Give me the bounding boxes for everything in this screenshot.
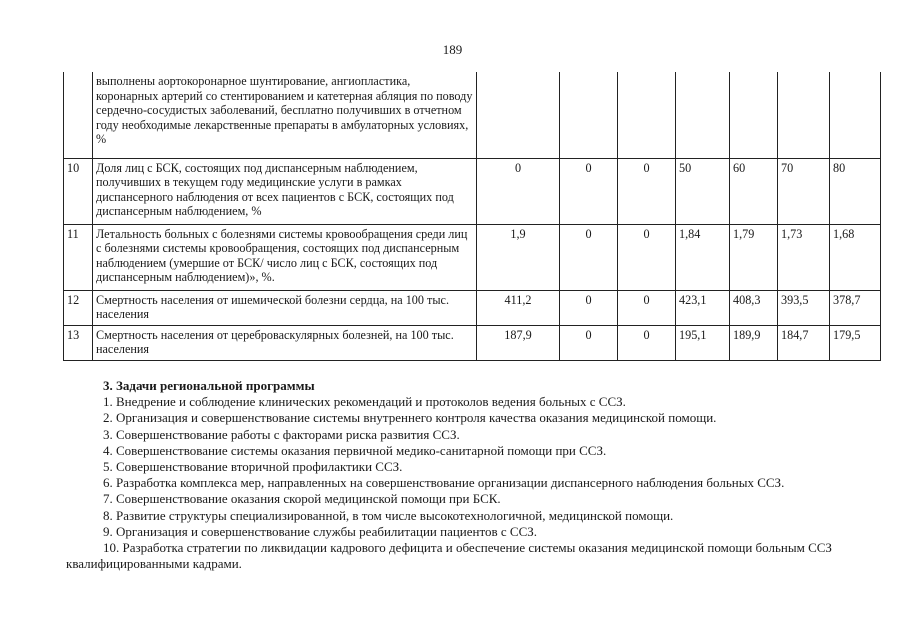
table-row <box>64 72 881 158</box>
indicator-value: 184,7 <box>778 325 830 360</box>
tasks-section <box>66 378 886 572</box>
indicator-name: Доля лиц с БСК, состоящих под диспансерным наблюдением, получивших в текущем году медицинские услуги в рамках диспансерного наблюдения от всех пациентов с БСК, состоящих под диспансерным наблюдением, % <box>93 158 477 224</box>
table-row <box>64 325 881 360</box>
table-row <box>64 158 881 224</box>
indicator-value: 1,9 <box>477 224 560 290</box>
indicator-name: выполнены аортокоронарное шунтирование, ангиопластика, коронарных артерий со стентированием и катетерная абляция по поводу сердечно-сосудистых заболеваний, бесплатно получивших в отчетном году необходимые лекарственные препараты в амбулаторных условиях, % <box>93 72 477 158</box>
indicator-value: 411,2 <box>477 290 560 325</box>
task-item: 1. Внедрение и соблюдение клинических рекомендаций и протоколов ведения больных с ССЗ. <box>103 394 626 410</box>
indicator-value: 0 <box>618 224 676 290</box>
indicator-value: 0 <box>560 325 618 360</box>
indicator-value: 1,79 <box>730 224 778 290</box>
tasks-title: 3. Задачи региональной программы <box>103 378 315 393</box>
task-item: 6. Разработка комплекса мер, направленных на совершенствование организации диспансерного наблюдения больных ССЗ. <box>103 475 785 491</box>
row-number: 12 <box>64 290 93 325</box>
indicator-value: 187,9 <box>477 325 560 360</box>
row-number: 10 <box>64 158 93 224</box>
indicators-table <box>63 72 881 361</box>
indicator-value: 179,5 <box>830 325 881 360</box>
indicator-value: 195,1 <box>676 325 730 360</box>
page-number: 189 <box>442 42 463 57</box>
indicator-value: 1,84 <box>676 224 730 290</box>
indicator-value: 393,5 <box>778 290 830 325</box>
task-item: 9. Организация и совершенствование службы реабилитации пациентов с ССЗ. <box>103 523 538 539</box>
indicator-value <box>477 72 560 158</box>
row-number <box>64 72 93 158</box>
indicator-value: 189,9 <box>730 325 778 360</box>
task-item: 8. Развитие структуры специализированной, в том числе высокотехнологичной, медицинской помощи. <box>103 507 674 523</box>
indicator-value: 0 <box>618 325 676 360</box>
table-row <box>64 224 881 290</box>
row-number: 13 <box>64 325 93 360</box>
indicator-value: 0 <box>618 290 676 325</box>
indicator-value: 1,68 <box>830 224 881 290</box>
indicator-value <box>560 72 618 158</box>
tasks-list <box>66 394 886 572</box>
task-item: 5. Совершенствование вторичной профилактики ССЗ. <box>103 459 403 475</box>
task-item: 3. Совершенствование работы с факторами риска развития ССЗ. <box>103 426 460 442</box>
indicator-value <box>676 72 730 158</box>
indicator-value: 408,3 <box>730 290 778 325</box>
task-item: 10. Разработка стратегии по ликвидации кадрового дефицита и обеспечение системы оказания медицинской помощи больным ССЗ квалифицированными кадрами. <box>66 540 832 572</box>
indicator-name: Смертность населения от ишемической болезни сердца, на 100 тыс. населения <box>93 290 477 325</box>
indicator-value: 0 <box>477 158 560 224</box>
indicator-value: 50 <box>676 158 730 224</box>
indicator-value: 0 <box>618 158 676 224</box>
indicator-value: 70 <box>778 158 830 224</box>
indicator-value: 80 <box>830 158 881 224</box>
indicator-value: 0 <box>560 290 618 325</box>
indicator-value <box>618 72 676 158</box>
task-item: 4. Совершенствование системы оказания первичной медико-санитарной помощи при ССЗ. <box>103 442 607 458</box>
indicator-value: 60 <box>730 158 778 224</box>
table-row <box>64 290 881 325</box>
indicator-value: 0 <box>560 158 618 224</box>
indicator-value <box>830 72 881 158</box>
indicator-value <box>778 72 830 158</box>
indicator-value: 0 <box>560 224 618 290</box>
indicator-value: 378,7 <box>830 290 881 325</box>
indicator-value: 423,1 <box>676 290 730 325</box>
indicator-name: Смертность населения от цереброваскулярных болезней, на 100 тыс. населения <box>93 325 477 360</box>
task-item: 2. Организация и совершенствование системы внутреннего контроля качества оказания медицинской помощи. <box>103 410 717 426</box>
row-number: 11 <box>64 224 93 290</box>
task-item: 7. Совершенствование оказания скорой медицинской помощи при БСК. <box>103 491 501 507</box>
indicator-value: 1,73 <box>778 224 830 290</box>
indicator-name: Летальность больных с болезнями системы кровообращения среди лиц с болезнями системы кровообращения, состоящих под диспансерным наблюдением (умершие от БСК/ число лиц с БСК, состоящих под диспансерным наблюдением)», %. <box>93 224 477 290</box>
indicator-value <box>730 72 778 158</box>
